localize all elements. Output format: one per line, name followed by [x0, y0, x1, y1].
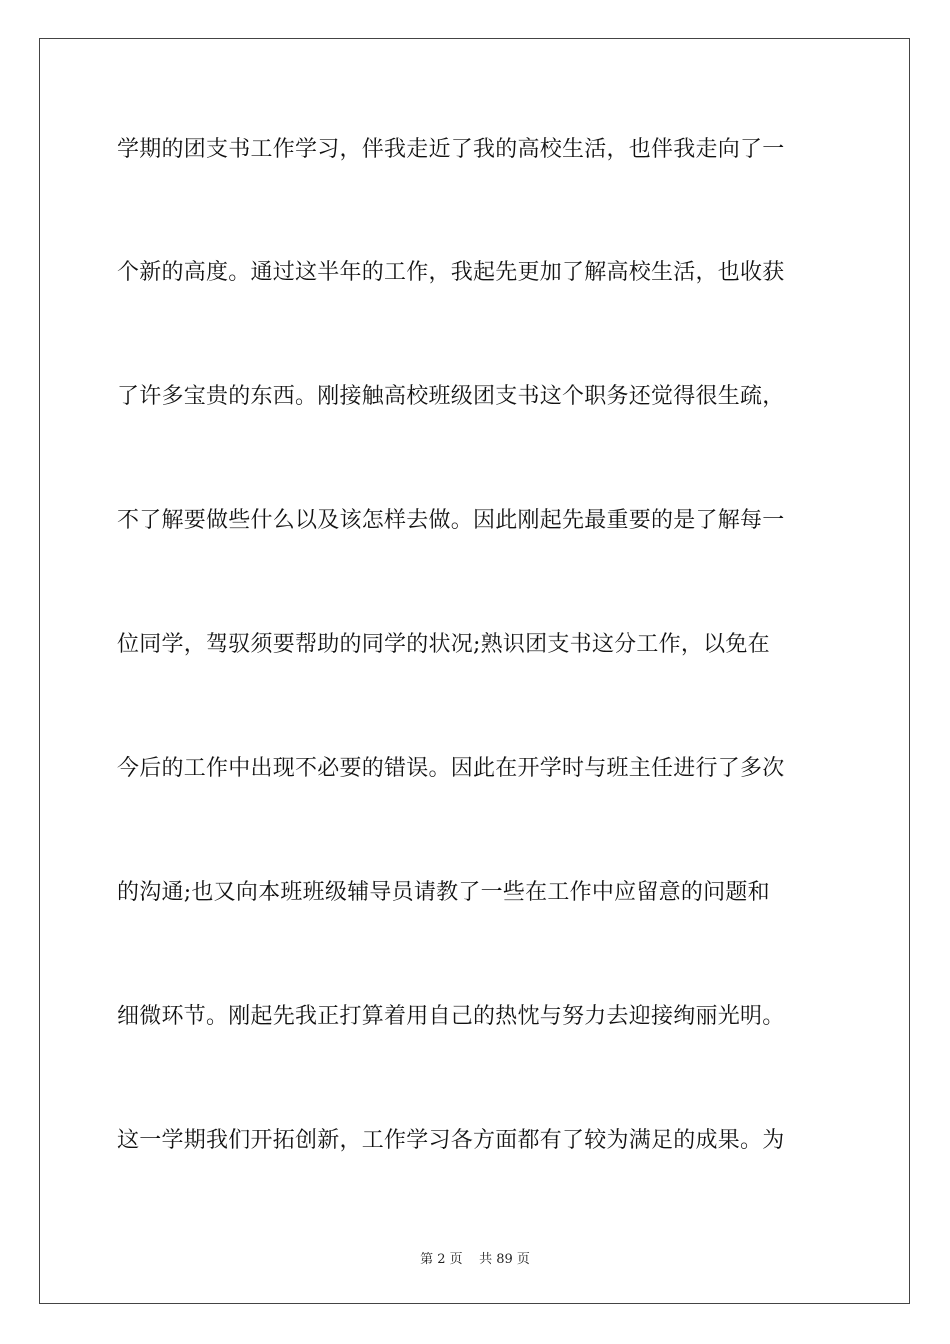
body-text-line: 的沟通;也又向本班班级辅导员请教了一些在工作中应留意的问题和 — [117, 880, 770, 905]
body-text-line: 个新的高度。通过这半年的工作，我起先更加了解高校生活，也收获 — [117, 260, 785, 285]
body-text-line: 位同学，驾驭须要帮助的同学的状况;熟识团支书这分工作，以免在 — [117, 632, 770, 657]
body-text-line: 这一学期我们开拓创新，工作学习各方面都有了较为满足的成果。为 — [117, 1128, 785, 1153]
body-text-line: 了许多宝贵的东西。刚接触高校班级团支书这个职务还觉得很生疏， — [117, 384, 785, 409]
body-text-line: 不了解要做些什么以及该怎样去做。因此刚起先最重要的是了解每一 — [117, 508, 785, 533]
body-text-line: 学期的团支书工作学习，伴我走近了我的高校生活，也伴我走向了一 — [117, 137, 785, 162]
page-number-footer: 第 2 页 共 89 页 — [420, 1252, 530, 1267]
body-text-line: 今后的工作中出现不必要的错误。因此在开学时与班主任进行了多次 — [117, 756, 785, 781]
body-text-line: 细微环节。刚起先我正打算着用自己的热忱与努力去迎接绚丽光明。 — [117, 1004, 785, 1029]
page-frame — [39, 38, 910, 1304]
